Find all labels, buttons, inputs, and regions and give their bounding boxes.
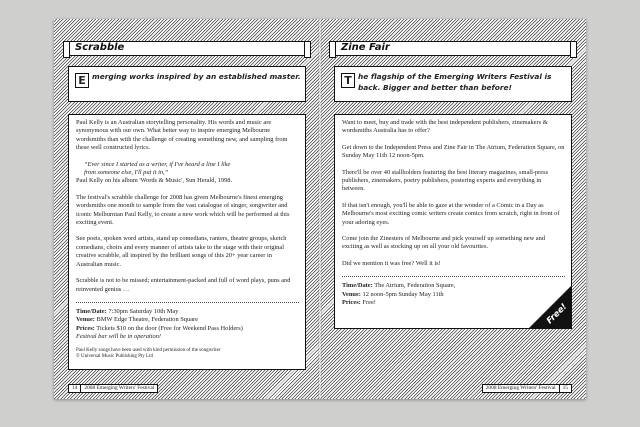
info-note: Festival bar will be in operation! [76,333,162,341]
page-footer [482,384,572,393]
quote-attribution: Paul Kelly on his album 'Words & Music', Sun Herald, 1998. [76,177,233,185]
paragraph: If that isn't enough, you'll be able to gaze at the wonder of a Comic in a Day as Melbourne's most exciting comic writers create comics from scratch, right in front of your adoring eyes. [342,201,560,226]
footer-text: 2008 Emerging Writers' Festival [84,385,155,391]
quote-line: “Ever since I started as a writer, if I've heard a line I like [84,160,231,168]
section-title: Scrabble [75,42,125,53]
info-value: Tickets $10 on the door (Free for Weekend Pass Holders) [96,324,243,332]
info-value: BMW Edge Theatre, Federation Square [96,316,198,324]
booklet-spread [54,19,586,399]
info-value: 7:30pm Saturday 10th May [108,307,179,315]
paragraph: Come join the Zinesters of Melbourne and pick yourself up something new and exciting as well as stocking up on all your old favourites. [342,235,546,251]
paragraph: Want to meet, buy and trade with the best independent publishers, zinemakers & wordsmiths Australia has to offer? [342,119,548,135]
divider [342,276,565,277]
credit-line: Paul Kelly songs have been used with kind permission of the songwriter [76,347,221,353]
paragraph: Paul Kelly is an Australian storytelling personality. His words and music are synonymous with our own. What better way to inspire emerging Melbourne wordsmiths than with the challenge of creating something new, and sampling from these well constructed lyrics. [76,119,288,152]
page-number: 15 [559,385,568,392]
info-label: Prices: [342,299,361,307]
info-value: 12 noon-5pm Sunday May 11th [362,290,444,298]
free-badge-text: Free! [544,301,569,326]
free-corner-badge [529,286,571,328]
info-value: The Atrium, Federation Square, [374,282,456,290]
book-gutter [318,19,322,399]
info-time [76,308,299,316]
body-text-box [68,114,306,370]
quote-line: from someone else, I'll put it in,” [84,169,169,177]
section-title: Zine Fair [341,42,390,53]
paragraph: There'll be over 40 stallholders featuring the best literary magazines, small-press publishers, zinemakers, poetry publishers, postering experts and everything in between. [342,168,549,193]
section-title-bar [68,41,306,56]
drop-cap: E [75,73,89,88]
info-value: Free! [362,299,376,307]
left-page [54,19,320,399]
intro-text: merging works inspired by an established master. [92,72,301,81]
info-label: Venue: [76,316,95,324]
info-label: Time/Date: [342,282,373,290]
divider [76,302,299,303]
info-label: Prices: [76,324,95,332]
paragraph: Get down to the Independent Press and Zine Fair in The Atrium, Federation Square, on Sunday May 11th 12 noon-5pm. [342,143,565,160]
section-title-bar [334,41,572,56]
info-prices [76,325,299,333]
body-text-box [334,114,572,329]
right-page [320,19,586,399]
info-venue [76,316,299,324]
paragraph: The festival's scrabble challenge for 2008 has given Melbourne's finest emerging wordsmiths one month to sample from the vast catalogue of singer, songwriter and iconic Melburnian Paul Kelly, to create a new work which will be performed at this exciting event. [76,193,290,227]
drop-cap: T [341,73,355,88]
intro-box [334,66,572,102]
paragraph: Scrabble is not to be missed; entertainment-packed and full of word plays, puns and reinvented genius … [76,277,291,293]
paragraph: See poets, spoken word artists, stand up comedians, ranters, theatre groups, sketch comedians, choirs and every manner of artists take to the stage with their original creative scrabble, all inspired by the brilliant songs of this 20+ year career in Australian music. [76,235,287,268]
paragraph: Did we mention it was free? Well it is! [342,259,441,267]
page-number: 14 [72,385,81,392]
intro-box [68,66,306,102]
info-label: Venue: [342,290,361,298]
credit-line: © Universal Music Publishing Pty Ltd [76,354,153,360]
page-footer [68,384,158,393]
intro-text: he flagship of the Emerging Writers Festival is back. Bigger and better than before! [358,72,552,92]
info-label: Time/Date: [76,307,107,315]
footer-text: 2008 Emerging Writers' Festival [485,385,556,391]
